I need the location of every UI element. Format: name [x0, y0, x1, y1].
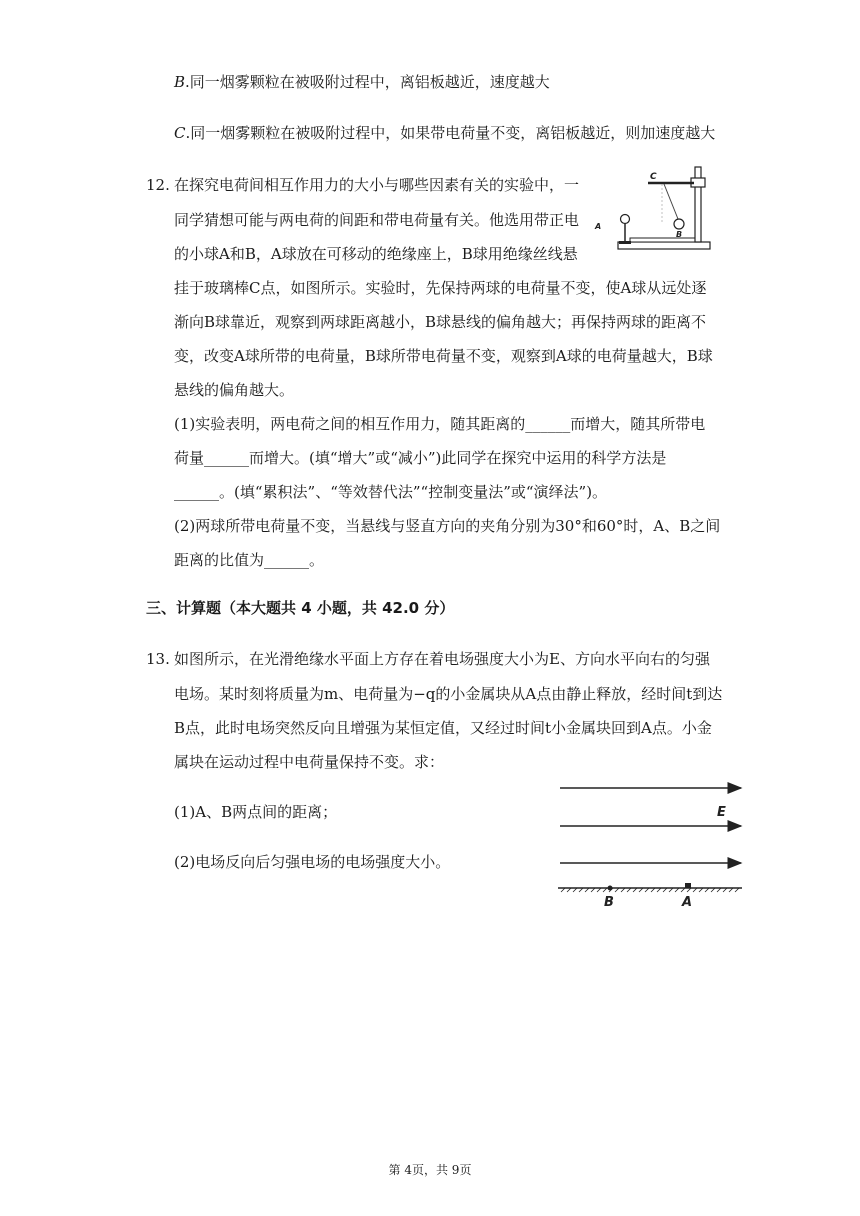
option-b	[174, 72, 550, 92]
q12-sub1-line: (1)实验表明，两电荷之间的相互作用力，随其距离的______而增大，随其所带电	[174, 415, 706, 433]
q12-sub1-line: 荷量______而增大。(填“增大”或“减小”)此同学在探究中运用的科学方法是	[174, 449, 667, 467]
q12-line: 渐向B球靠近，观察到两球距离越小，B球悬线的偏角越大；再保持两球的距离不	[174, 313, 707, 331]
q13-field-figure	[555, 778, 750, 914]
q12-line: 在探究电荷间相互作用力的大小与哪些因素有关的实验中，一	[174, 176, 580, 194]
option-b-text: .同一烟雾颗粒在被吸附过程中，离铝板越近，速度越大	[185, 73, 550, 91]
question-13-number: 13.	[146, 650, 170, 668]
q13-sub2: (2)电场反向后匀强电场的电场强度大小。	[174, 853, 451, 871]
q12-sub2-line: 距离的比值为______。	[174, 551, 325, 569]
question-12-number: 12.	[146, 176, 170, 194]
label-b: B	[604, 895, 614, 910]
q12-line: 变，改变A球所带的电荷量，B球所带电荷量不变，观察到A球的电荷量越大，B球	[174, 347, 713, 365]
q12-sub2-line: (2)两球所带电荷量不变，当悬线与竖直方向的夹角分别为30°和60°时，A、B之间	[174, 517, 721, 535]
option-b-letter: B	[174, 73, 186, 91]
label-a: A	[682, 895, 693, 910]
q12-line: 挂于玻璃棒C点，如图所示。实验时，先保持两球的电荷量不变，使A球从远处逐	[174, 279, 707, 297]
option-c-text: .同一烟雾颗粒在被吸附过程中，如果带电荷量不变，离铝板越近，则加速度越大	[185, 124, 716, 142]
q12-apparatus-figure	[590, 163, 720, 255]
metal-block-a	[685, 883, 691, 888]
point-b	[608, 886, 613, 891]
q13-sub1: (1)A、B两点间的距离；	[174, 803, 338, 821]
q12-line: 悬线的偏角越大。	[174, 381, 295, 399]
label-e: E	[717, 805, 726, 820]
q13-line: 属块在运动过程中电荷量保持不变。求：	[174, 753, 445, 771]
apparatus-base	[618, 242, 710, 249]
option-c	[174, 123, 715, 143]
option-c-letter: C	[174, 124, 186, 142]
section-title: 三、计算题（本大题共 4 小题，共 42.0 分）	[146, 599, 455, 617]
q13-line: 电场。某时刻将质量为m、电荷量为−q的小金属块从A点由静止释放，经时间t到达	[174, 685, 723, 703]
q12-line: 同学猜想可能与两电荷的间距和带电荷量有关。他选用带正电	[174, 211, 580, 229]
q13-line: 如图所示，在光滑绝缘水平面上方存在着电场强度大小为E、方向水平向右的匀强	[174, 650, 710, 668]
q13-line: B点，此时电场突然反向且增强为某恒定值，又经过时间t小金属块回到A点。小金	[174, 719, 712, 737]
label-c: C	[650, 172, 657, 182]
page-footer: 第 4页，共 9页	[388, 1163, 472, 1177]
label-a: A	[595, 222, 602, 231]
q12-sub1-line: ______。(填“累积法”、“等效替代法”“控制变量法”或“演绎法”)。	[174, 483, 608, 501]
ball-a	[621, 215, 630, 224]
ball-b	[674, 219, 684, 229]
silk-thread	[664, 184, 678, 219]
q12-line: 的小球A和B，A球放在可移动的绝缘座上，B球用绝缘丝线悬	[174, 245, 578, 263]
label-b: B	[676, 230, 683, 239]
